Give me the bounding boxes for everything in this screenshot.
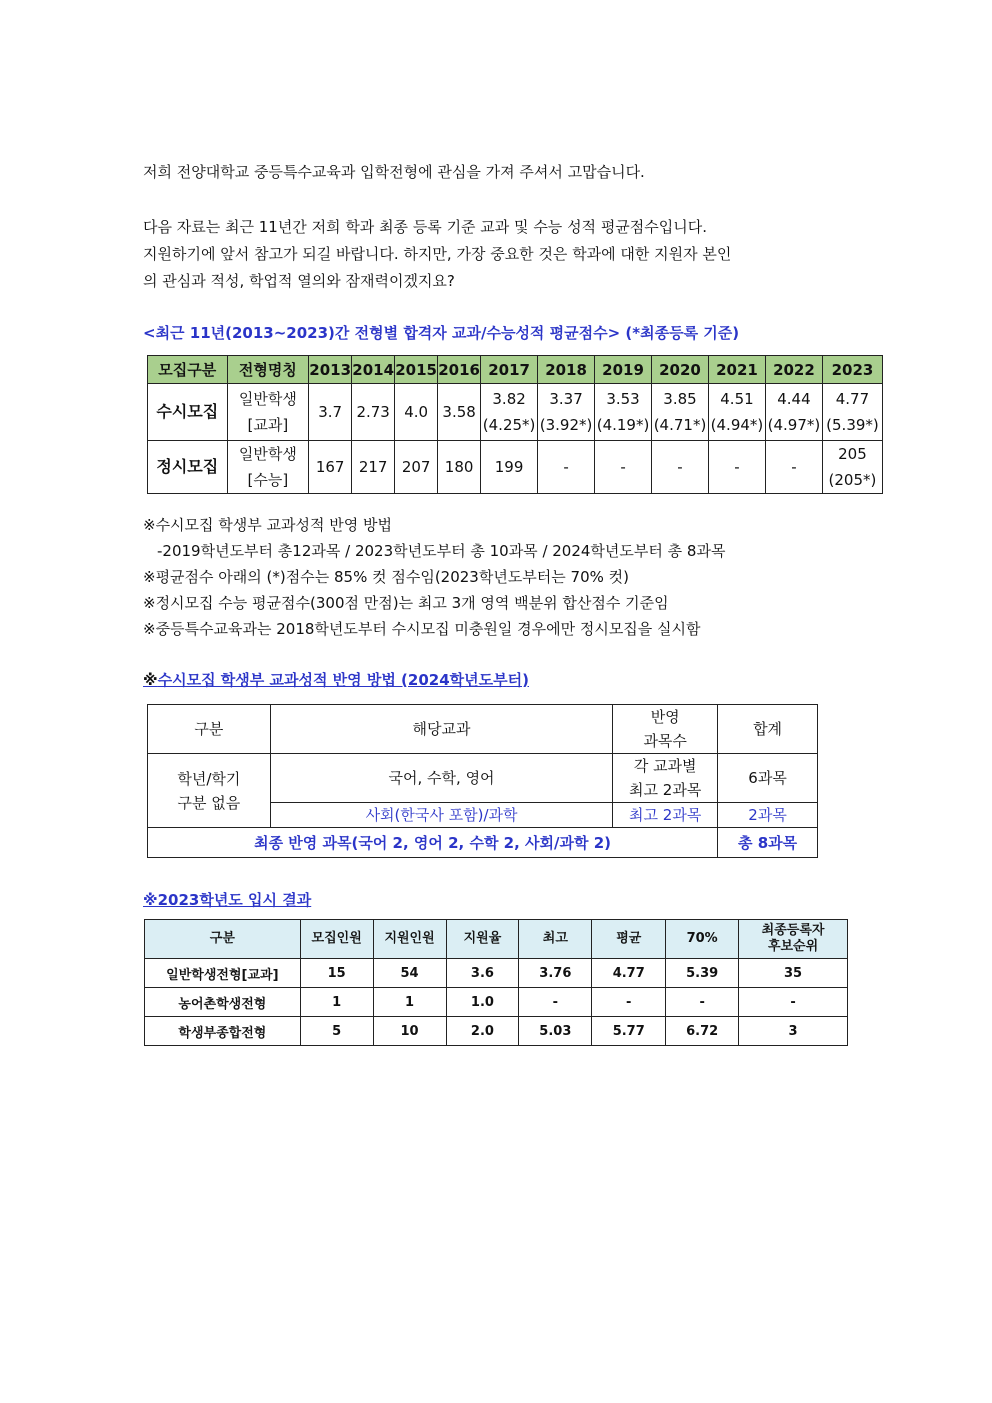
table-cell: 35	[739, 959, 848, 988]
table-row	[145, 1017, 848, 1046]
table-cell: 5.77	[592, 1017, 666, 1046]
table-cell: 사회(한국사 포함)/과학	[270, 803, 612, 828]
table-cell: 167	[309, 441, 352, 494]
header-cell: 2017	[481, 356, 538, 384]
table-cell: -	[592, 988, 666, 1017]
header-cell: 2015	[395, 356, 438, 384]
admission-result-table	[144, 919, 848, 1046]
table-cell: 2과목	[718, 803, 818, 828]
intro-line-4: 의 관심과 적성, 학업적 열의와 잠재력이겠지요?	[143, 272, 455, 290]
header-count-line1: 반영	[650, 708, 680, 726]
row-type-line2: [교과]	[247, 416, 289, 434]
final-total-cell: 총 8과목	[718, 828, 818, 858]
note-line: ※수시모집 학생부 교과성적 반영 방법	[143, 516, 392, 534]
header-cell: 70%	[666, 920, 739, 959]
table-row	[145, 959, 848, 988]
table-row	[148, 384, 883, 441]
table-cell: 207	[395, 441, 438, 494]
cut-score: (4.25*)	[482, 416, 536, 434]
header-cell: 2014	[352, 356, 395, 384]
table-cell: 10	[373, 1017, 446, 1046]
table-cell: 6과목	[718, 754, 818, 803]
header-cell: 2016	[438, 356, 481, 384]
table-cell: 5.03	[519, 1017, 592, 1046]
note-line: ※중등특수교육과는 2018학년도부터 수시모집 미충원일 경우에만 정시모집을 실시함	[143, 620, 701, 638]
table-cell: 학생부종합전형	[145, 1017, 301, 1046]
table-cell: 15	[300, 959, 373, 988]
cut-score: (205*)	[828, 471, 877, 489]
header-cell: 모집인원	[300, 920, 373, 959]
header-cell: 2023	[822, 356, 882, 384]
avg-score: 4.44	[777, 390, 811, 408]
header-count-line2: 과목수	[643, 732, 687, 750]
table-cell: 농어촌학생전형	[145, 988, 301, 1017]
table-cell: 6.72	[666, 1017, 739, 1046]
avg-score: 4.77	[835, 390, 870, 408]
row-type	[227, 441, 309, 494]
avg-score: 205	[838, 445, 867, 463]
table-cell: 5	[300, 1017, 373, 1046]
header-cell: 지원인원	[373, 920, 446, 959]
table-cell: 217	[352, 441, 395, 494]
avg-score: 3.82	[492, 390, 526, 408]
table-cell: -	[652, 441, 709, 494]
table-cell	[538, 384, 595, 441]
header-cell: 2020	[652, 356, 709, 384]
table-cell	[822, 441, 882, 494]
table-cell	[613, 754, 718, 803]
header-cell: 구분	[148, 705, 271, 754]
section2-title	[143, 669, 529, 690]
header-cell: 2018	[538, 356, 595, 384]
reference-mark: ※	[143, 671, 158, 689]
note-line: -2019학년도부터 총12과목 / 2023학년도부터 총 10과목 / 2024학년도부터 총 8과목	[157, 542, 726, 560]
table-cell: 5.39	[666, 959, 739, 988]
table-row	[148, 441, 883, 494]
category-line1: 학년/학기	[177, 769, 241, 788]
table-cell: -	[595, 441, 652, 494]
table-cell: 1	[373, 988, 446, 1017]
table-cell	[481, 384, 538, 441]
table-cell: 199	[481, 441, 538, 494]
table-cell: 3.7	[309, 384, 352, 441]
table-cell: 3.6	[446, 959, 519, 988]
table-row	[145, 988, 848, 1017]
cut-score: (4.97*)	[767, 416, 821, 434]
table-cell: -	[538, 441, 595, 494]
avg-score: 3.53	[606, 390, 640, 408]
header-cell: 2013	[309, 356, 352, 384]
note-line: ※평균점수 아래의 (*)점수는 85% 컷 점수임(2023학년도부터는 70% 컷)	[143, 568, 629, 586]
row-type-line1: 일반학생	[238, 390, 297, 408]
note-line: ※정시모집 수능 평균점수(300점 만점)는 최고 3개 영역 백분위 합산점수 기준임	[143, 594, 669, 612]
table-cell	[708, 384, 765, 441]
cut-score: (5.39*)	[826, 416, 879, 434]
header-cell: 최고	[519, 920, 592, 959]
header-cell: 2021	[708, 356, 765, 384]
intro-line-2: 다음 자료는 최근 11년간 저희 학과 최종 등록 기준 교과 및 수능 성적 평균점수입니다.	[143, 218, 708, 236]
notes	[143, 512, 725, 642]
table-cell: 180	[438, 441, 481, 494]
row-type	[227, 384, 309, 441]
score-history-table	[147, 355, 883, 494]
header-cell: 해당교과	[270, 705, 612, 754]
header-cell: 합계	[718, 705, 818, 754]
table-cell: 최고 2과목	[613, 803, 718, 828]
table-row	[148, 828, 818, 858]
final-label-cell: 최종 반영 과목(국어 2, 영어 2, 수학 2, 사회/과학 2)	[148, 828, 718, 858]
cut-score: (4.71*)	[653, 416, 707, 434]
avg-score: 3.85	[663, 390, 697, 408]
table-cell: -	[519, 988, 592, 1017]
header-line1: 최종등록자	[761, 923, 825, 938]
table-cell: 54	[373, 959, 446, 988]
header-cell: 모집구분	[148, 356, 228, 384]
table-cell: -	[765, 441, 822, 494]
row-type-line2: [수능]	[247, 471, 289, 489]
cut-score: (4.19*)	[596, 416, 650, 434]
table-header-row	[145, 920, 848, 959]
table-cell: -	[739, 988, 848, 1017]
table-cell	[822, 384, 882, 441]
table-cell: 3.58	[438, 384, 481, 441]
header-cell: 2022	[765, 356, 822, 384]
table-cell: -	[708, 441, 765, 494]
category-line2: 구분 없음	[177, 793, 241, 812]
row-category: 수시모집	[148, 384, 228, 441]
table-row	[148, 754, 818, 803]
table-cell: 2.73	[352, 384, 395, 441]
intro-line-1: 저희 전양대학교 중등특수교육과 입학전형에 관심을 가져 주셔서 고맙습니다.	[143, 163, 645, 181]
table-cell	[652, 384, 709, 441]
table-cell	[765, 384, 822, 441]
category-cell	[148, 754, 271, 828]
table-cell: 3.76	[519, 959, 592, 988]
section1-title: <최근 11년(2013~2023)간 전형별 합격자 교과/수능성적 평균점수> (*최종등록 기준)	[143, 324, 740, 342]
intro-line-3: 지원하기에 앞서 참고가 되길 바랍니다. 하지만, 가장 중요한 것은 학과에 대한 지원자 본인	[143, 245, 732, 263]
header-cell	[739, 920, 848, 959]
header-cell: 구분	[145, 920, 301, 959]
table-cell: 4.0	[395, 384, 438, 441]
header-cell: 지원율	[446, 920, 519, 959]
row-type-line1: 일반학생	[238, 445, 297, 463]
table-cell: 1.0	[446, 988, 519, 1017]
table-cell: -	[666, 988, 739, 1017]
subject-method-table	[147, 704, 818, 858]
table-cell	[595, 384, 652, 441]
header-line2: 후보순위	[767, 939, 819, 954]
header-cell	[613, 705, 718, 754]
table-cell: 2.0	[446, 1017, 519, 1046]
table-cell: 4.77	[592, 959, 666, 988]
count-line1: 각 교과별	[633, 757, 697, 775]
table-header-row	[148, 356, 883, 384]
cut-score: (3.92*)	[539, 416, 593, 434]
table-cell: 3	[739, 1017, 848, 1046]
avg-score: 3.37	[549, 390, 583, 408]
table-cell: 1	[300, 988, 373, 1017]
row-category: 정시모집	[148, 441, 228, 494]
section3-title: ※2023학년도 입시 결과	[143, 891, 312, 909]
count-line2: 최고 2과목	[629, 781, 702, 799]
section2-title-text: 수시모집 학생부 교과성적 반영 방법 (2024학년도부터)	[157, 671, 529, 689]
cut-score: (4.94*)	[710, 416, 764, 434]
table-header-row	[148, 705, 818, 754]
table-cell: 국어, 수학, 영어	[270, 754, 612, 803]
table-cell: 일반학생전형[교과]	[145, 959, 301, 988]
header-cell: 평균	[592, 920, 666, 959]
avg-score: 4.51	[720, 390, 754, 408]
header-cell: 2019	[595, 356, 652, 384]
header-cell: 전형명칭	[227, 356, 309, 384]
